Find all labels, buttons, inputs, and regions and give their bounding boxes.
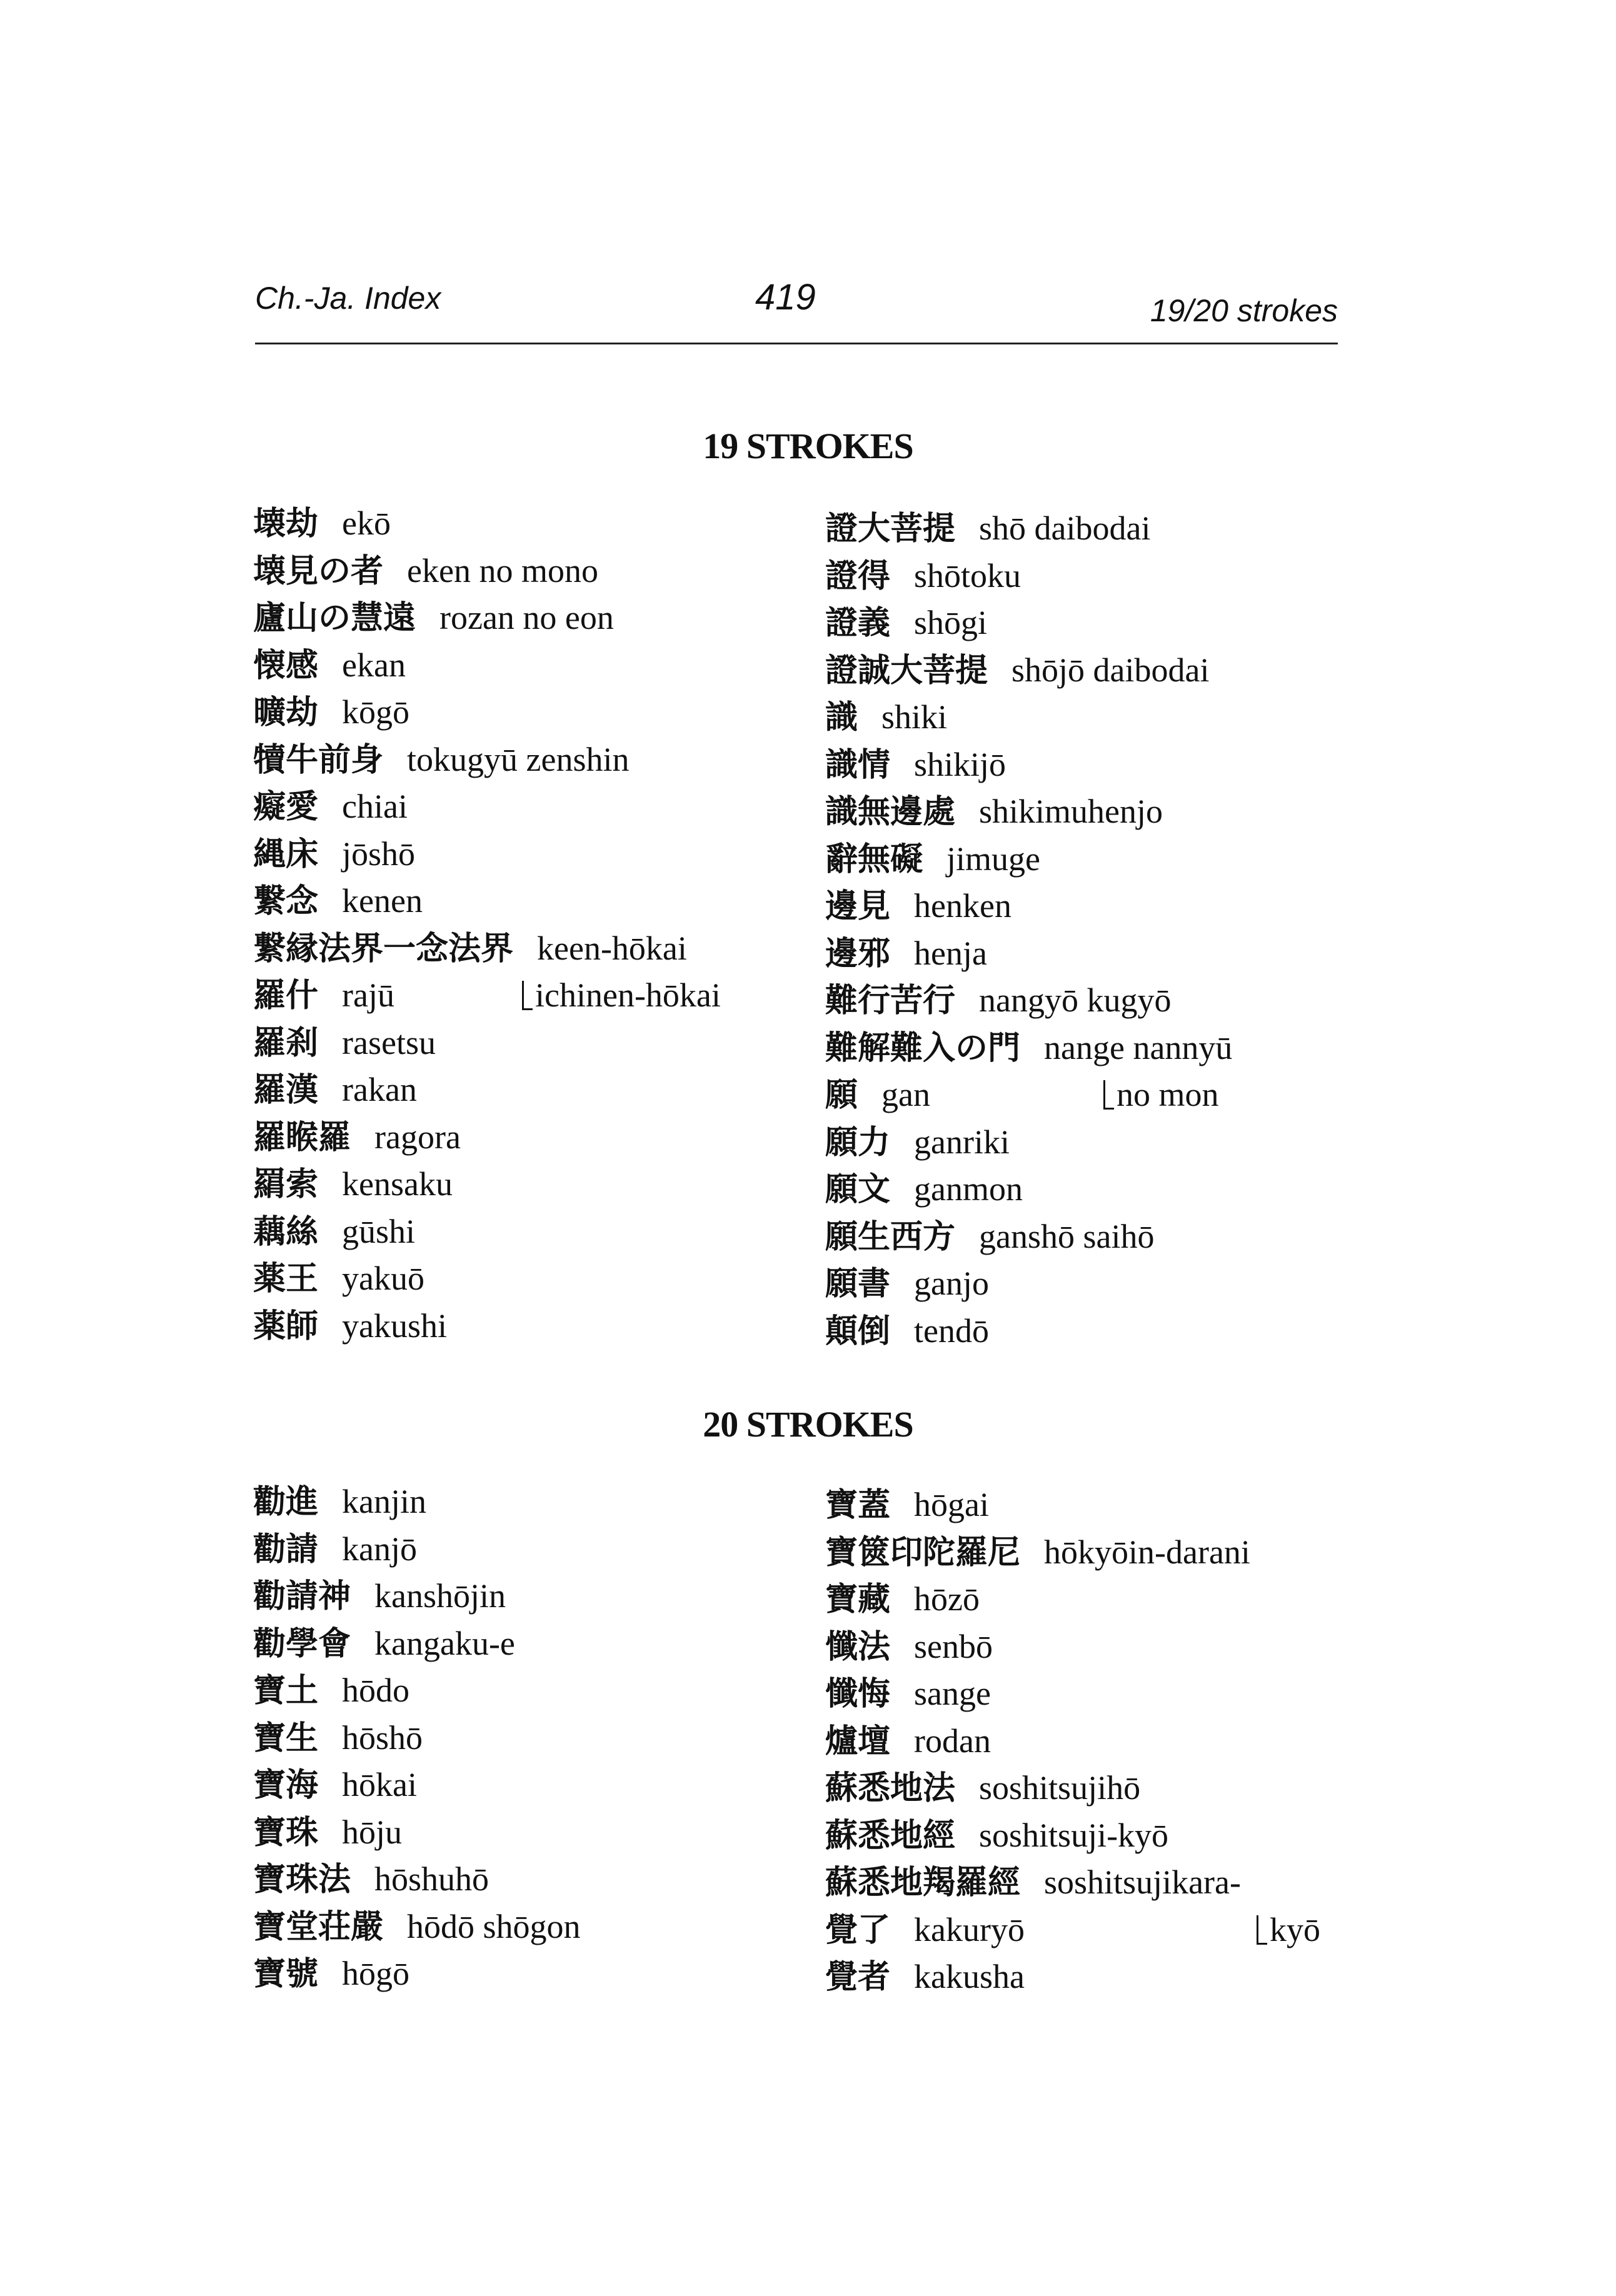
section-20-left-column (253, 1478, 816, 1998)
entry-kanji: 寶篋印陀羅尼 (825, 1533, 1021, 1572)
index-entry (825, 553, 1388, 600)
entry-reading: rajū (342, 976, 394, 1014)
index-entry (825, 836, 1388, 883)
entry-kanji: 癡愛 (253, 788, 319, 826)
entry-kanji: 懺法 (825, 1628, 891, 1666)
index-entry (253, 1950, 816, 1998)
index-entry (825, 1765, 1388, 1812)
entry-reading: henken (914, 887, 1011, 925)
index-entry (253, 972, 816, 1020)
section-19-right-column (825, 505, 1388, 1355)
entry-kanji: 寶堂荘嚴 (253, 1908, 384, 1946)
entry-reading: kanshōjin (374, 1577, 506, 1615)
entry-reading: jōshō (342, 835, 416, 873)
index-entry (825, 1529, 1388, 1577)
index-entry (253, 1573, 816, 1620)
entry-kanji: 證誠大菩提 (825, 651, 988, 689)
entry-reading: rasetsu (342, 1023, 436, 1061)
entry-kanji: 寶號 (253, 1955, 319, 1993)
entry-kanji: 懺悔 (825, 1675, 891, 1713)
entry-reading: senbō (914, 1627, 993, 1665)
index-entry (253, 1114, 816, 1161)
index-entry (253, 1903, 816, 1951)
entry-kanji: 願書 (825, 1265, 891, 1303)
entry-reading: hōdō shōgon (407, 1907, 581, 1945)
entry-kanji: 識情 (825, 746, 891, 784)
continuation-bracket (522, 981, 533, 1010)
entry-reading: ganjo (914, 1265, 989, 1302)
section-title-19-strokes: 19 STROKES (703, 426, 913, 466)
entry-reading: hōkai (342, 1766, 417, 1803)
entry-reading: hōshuhō (374, 1860, 489, 1898)
entry-kanji: 寶海 (253, 1767, 319, 1804)
entry-reading: kenen (342, 882, 423, 920)
index-entry (825, 1213, 1388, 1261)
page-number: 419 (755, 277, 816, 318)
entry-reading: ganshō saihō (979, 1217, 1155, 1255)
entry-kanji: 願 (825, 1076, 858, 1114)
entry-kanji: 勸請神 (253, 1578, 351, 1615)
entry-reading: shōtoku (914, 556, 1021, 594)
entry-reading: jimuge (946, 840, 1040, 878)
entry-kanji: 羅刹 (253, 1024, 319, 1062)
entry-reading: hōgō (342, 1955, 410, 1992)
entry-reading: hōshō (342, 1718, 423, 1757)
entry-kanji: 難行苦行 (825, 982, 956, 1020)
index-entry (825, 1576, 1388, 1623)
index-entry (253, 1161, 816, 1208)
entry-reading: nange nannyū (1044, 1028, 1233, 1066)
entry-kanji: 藕絲 (253, 1213, 319, 1251)
entry-continuation (1103, 1071, 1219, 1119)
entry-reading: kensaku (342, 1165, 453, 1203)
entry-reading: soshitsujikara- (1044, 1863, 1241, 1901)
entry-reading: tendō (914, 1311, 989, 1350)
entry-reading: kakusha (914, 1958, 1025, 1995)
entry-kanji: 證得 (825, 557, 891, 595)
entry-kanji: 羅漢 (253, 1071, 319, 1109)
index-entry (825, 1308, 1388, 1355)
entry-reading: ekō (342, 504, 391, 542)
entry-reading: yakushi (342, 1306, 448, 1345)
index-entry (253, 642, 816, 689)
index-entry (253, 1066, 816, 1114)
entry-reading: ekan (342, 646, 406, 684)
entry-reading: keen-hōkai (537, 929, 687, 967)
entry-reading: nangyō kugyō (979, 981, 1172, 1019)
entry-reading: ragora (374, 1118, 461, 1156)
index-entry (825, 1260, 1388, 1308)
page-header (255, 277, 1338, 344)
entry-reading: rakan (342, 1071, 417, 1108)
index-entry (825, 930, 1388, 978)
entry-reading: yakuō (342, 1260, 424, 1297)
entry-reading: chiai (342, 788, 408, 825)
entry-reading: shōjō daibodai (1011, 651, 1210, 689)
section-20-right-column (825, 1481, 1388, 2001)
index-entry (825, 1481, 1388, 1529)
entry-reading: ganriki (914, 1123, 1010, 1161)
entry-kanji: 繋念 (253, 883, 319, 920)
entry-reading: eken no mono (407, 551, 598, 589)
index-entry (253, 548, 816, 595)
index-entry (253, 1809, 816, 1857)
entry-kanji: 羅睺羅 (253, 1118, 351, 1156)
index-entry (253, 594, 816, 642)
entry-kanji: 辭無礙 (825, 840, 923, 878)
index-entry (253, 925, 816, 973)
entry-reading: ganmon (914, 1170, 1023, 1208)
entry-kanji: 識無邊處 (825, 793, 956, 831)
entry-kanji: 犢牛前身 (253, 741, 384, 779)
index-entry (825, 1812, 1388, 1860)
continuation-text: kyō (1270, 1910, 1320, 1948)
entry-kanji: 勸請 (253, 1530, 319, 1568)
entry-kanji: 蘇悉地經 (825, 1817, 956, 1855)
entry-kanji: 顛倒 (825, 1312, 891, 1350)
entry-reading: shikijō (914, 745, 1006, 783)
entry-kanji: 蘇悉地羯羅經 (825, 1864, 1021, 1902)
entry-kanji: 證義 (825, 604, 891, 642)
entry-kanji: 覺者 (825, 1958, 891, 1996)
continuation-text: no mon (1117, 1076, 1219, 1113)
index-entry (253, 878, 816, 925)
entry-reading: shiki (881, 698, 948, 736)
index-entry (253, 736, 816, 784)
index-entry (253, 1620, 816, 1668)
entry-kanji: 懐感 (253, 646, 319, 684)
entry-reading: kanjin (342, 1483, 426, 1520)
entry-kanji: 邊邪 (825, 935, 891, 973)
entry-reading: shō daibodai (979, 509, 1151, 547)
index-entry (253, 1208, 816, 1256)
index-entry (825, 1119, 1388, 1166)
entry-kanji: 薬師 (253, 1307, 319, 1345)
index-entry (825, 694, 1388, 741)
entry-kanji: 爐壇 (825, 1722, 891, 1760)
continuation-text: ichinen-hōkai (535, 976, 721, 1014)
entry-kanji: 壊見の者 (253, 552, 384, 590)
entry-kanji: 證大菩提 (825, 510, 956, 548)
index-entry (825, 1859, 1388, 1907)
entry-kanji: 邊見 (825, 888, 891, 925)
index-entry (253, 1762, 816, 1809)
entry-kanji: 寶珠法 (253, 1861, 351, 1898)
entry-kanji: 勸學會 (253, 1625, 351, 1663)
entry-reading: hōdo (342, 1672, 410, 1709)
entry-kanji: 蘇悉地法 (825, 1770, 956, 1807)
entry-reading: gan (881, 1076, 930, 1113)
entry-kanji: 羅什 (253, 977, 319, 1015)
entry-reading: kōgō (342, 693, 410, 731)
entry-kanji: 壊劫 (253, 505, 319, 543)
entry-reading: henja (914, 934, 987, 972)
entry-reading: gūshi (342, 1212, 416, 1250)
entry-kanji: 難解難入の門 (825, 1029, 1021, 1067)
entry-kanji: 寶土 (253, 1672, 319, 1710)
entry-reading: hōzō (914, 1580, 980, 1618)
index-entry (825, 1025, 1388, 1072)
index-entry (825, 1071, 1388, 1119)
index-entry (825, 647, 1388, 694)
continuation-bracket (1257, 1915, 1267, 1945)
header-index-title: Ch.-Ja. Index (255, 281, 441, 316)
entry-kanji: 願生西方 (825, 1218, 956, 1256)
entry-reading: kakuryō (914, 1910, 1025, 1948)
entry-kanji: 寶藏 (825, 1581, 891, 1618)
entry-kanji: 寶珠 (253, 1813, 319, 1852)
index-entry (825, 788, 1388, 836)
index-entry (253, 1020, 816, 1067)
entry-reading: soshitsujihō (979, 1769, 1141, 1807)
index-entry (825, 977, 1388, 1025)
index-entry (253, 1526, 816, 1573)
entry-reading: rozan no eon (439, 599, 614, 636)
index-entry (253, 1667, 816, 1715)
entry-kanji: 願文 (825, 1171, 891, 1208)
entry-kanji: 羂索 (253, 1166, 319, 1203)
entry-continuation (522, 972, 721, 1020)
index-entry (253, 689, 816, 736)
entry-kanji: 縄床 (253, 835, 319, 873)
index-entry (253, 1303, 816, 1350)
index-entry (253, 1478, 816, 1526)
entry-kanji: 願力 (825, 1123, 891, 1161)
entry-kanji: 繋縁法界一念法界 (253, 930, 514, 968)
header-stroke-range: 19/20 strokes (1150, 293, 1338, 328)
entry-reading: hōgai (914, 1486, 989, 1523)
entry-reading: sange (914, 1675, 991, 1712)
entry-kanji: 薬王 (253, 1260, 319, 1298)
index-entry (825, 1718, 1388, 1765)
entry-kanji: 覺了 (825, 1911, 891, 1949)
index-entry (825, 1623, 1388, 1671)
entry-reading: kangaku-e (374, 1624, 515, 1662)
index-entry (253, 831, 816, 878)
entry-continuation (1257, 1907, 1320, 1954)
entry-kanji: 曠劫 (253, 694, 319, 731)
index-entry (825, 741, 1388, 789)
index-entry (825, 1670, 1388, 1718)
continuation-bracket (1103, 1080, 1114, 1110)
section-19-left-column (253, 500, 816, 1350)
entry-kanji: 識 (825, 699, 858, 736)
entry-reading: tokugyū zenshin (407, 740, 630, 778)
index-entry (825, 883, 1388, 930)
entry-reading: hōkyōin-darani (1044, 1533, 1250, 1571)
entry-kanji: 寶生 (253, 1719, 319, 1757)
entry-reading: soshitsuji-kyō (979, 1816, 1169, 1854)
index-entry (253, 500, 816, 548)
index-entry (825, 1166, 1388, 1213)
section-title-20-strokes: 20 STROKES (703, 1404, 913, 1445)
entry-kanji: 廬山の慧遠 (253, 599, 416, 637)
index-entry (253, 1715, 816, 1762)
entry-reading: shikimuhenjo (979, 793, 1163, 830)
entry-kanji: 勸進 (253, 1483, 319, 1521)
index-entry (825, 1953, 1388, 2001)
index-entry (825, 599, 1388, 647)
index-entry (825, 505, 1388, 553)
index-entry (253, 783, 816, 831)
index-entry (825, 1907, 1388, 1954)
index-entry (253, 1856, 816, 1903)
entry-kanji: 寶蓋 (825, 1486, 891, 1524)
entry-reading: shōgi (914, 604, 988, 641)
entry-reading: kanjō (342, 1530, 417, 1568)
entry-reading: rodan (914, 1722, 991, 1760)
index-entry (253, 1255, 816, 1303)
entry-reading: hōju (342, 1813, 403, 1851)
